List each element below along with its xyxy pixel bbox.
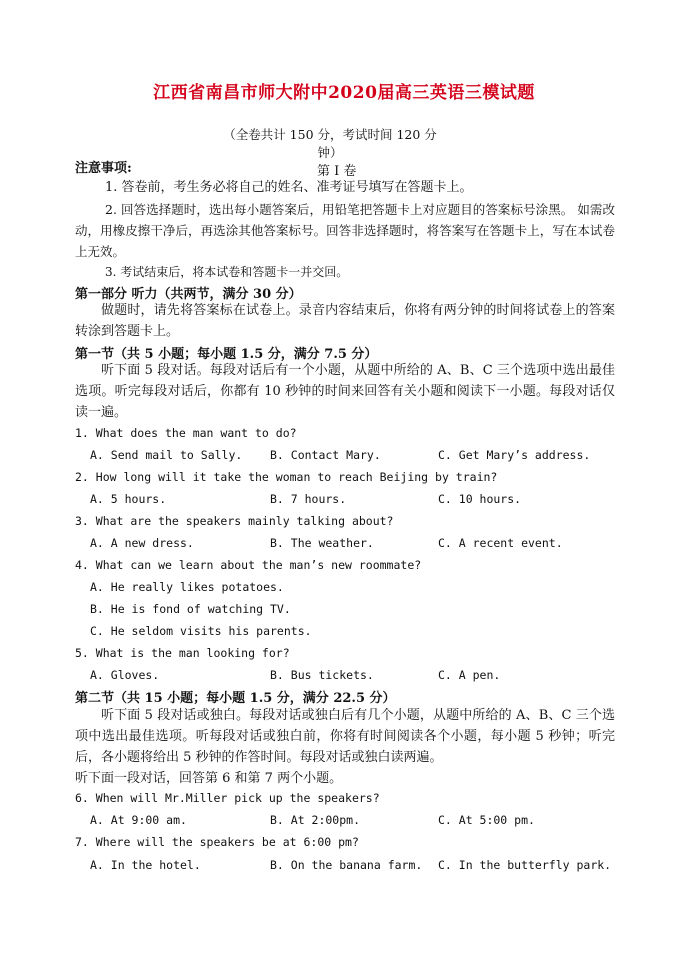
question-4: 4. What can we learn about the man’s new roommate? xyxy=(75,558,422,572)
q1-option-c: C. Get Mary’s address. xyxy=(438,448,591,462)
question-7: 7. Where will the speakers be at 6:00 pm? xyxy=(75,835,359,849)
q3-option-a: A. A new dress. xyxy=(90,536,194,550)
exam-info-line1: （全卷共计 150 分，考试时间 120 分 xyxy=(223,127,437,142)
q2-option-a: A. 5 hours. xyxy=(90,492,167,506)
notice-heading: 注意事项: xyxy=(75,161,132,176)
q6-option-b: B. At 2:00pm. xyxy=(270,813,361,827)
question-5: 5. What is the man looking for? xyxy=(75,646,290,660)
q3-option-b: B. The weather. xyxy=(270,536,374,550)
q7-option-b: B. On the banana farm. xyxy=(270,858,423,872)
q6-option-c: C. At 5:00 pm. xyxy=(438,813,535,827)
q5-option-c: C. A pen. xyxy=(438,668,501,682)
question-3: 3. What are the speakers mainly talking about? xyxy=(75,514,394,528)
q5-option-a: A. Gloves. xyxy=(90,668,160,682)
q6-option-a: A. At 9:00 am. xyxy=(90,813,187,827)
question-1: 1. What does the man want to do? xyxy=(75,426,297,440)
section2-instruction: 听下面一段对话，回答第 6 和第 7 两个小题。 xyxy=(75,771,343,786)
q7-option-c: C. In the butterfly park. xyxy=(438,858,612,872)
q4-option-b: B. He is fond of watching TV. xyxy=(90,602,291,616)
q2-option-c: C. 10 hours. xyxy=(438,492,522,506)
q4-option-c: C. He seldom visits his parents. xyxy=(90,624,312,638)
q1-option-a: A. Send mail to Sally. xyxy=(90,448,243,462)
section1-intro: 听下面 5 段对话。每段对话后有一个小题，从题中所给的 A、B、C 三个选项中选出最佳选项。听完每段对话后，你都有 10 秒钟的时间来回答有关小题和阅读下一小题。每段对话仅读一遍。 xyxy=(75,363,615,420)
q4-option-a: A. He really likes potatoes. xyxy=(90,580,284,594)
q7-option-a: A. In the hotel. xyxy=(90,858,201,872)
part1-intro: 做题时，请先将答案标在试卷上。录音内容结束后，你将有两分钟的时间将试卷上的答案转涂到答题卡上。 xyxy=(75,303,615,339)
section1-heading: 第一节（共 5 小题；每小题 1.5 分，满分 7.5 分） xyxy=(75,347,378,362)
note-1: 1. 答卷前，考生务必将自己的姓名、准考证号填写在答题卡上。 xyxy=(105,180,473,195)
volume-label: 第 I 卷 xyxy=(317,164,357,179)
part1-heading: 第一部分 听力（共两节，满分 30 分） xyxy=(75,287,302,302)
question-2: 2. How long will it take the woman to reach Beijing by train? xyxy=(75,470,498,484)
q1-option-b: B. Contact Mary. xyxy=(270,448,381,462)
q3-option-c: C. A recent event. xyxy=(438,536,563,550)
note-2: 2. 回答选择题时，选出每小题答案后，用铅笔把答题卡上对应题目的答案标号涂黑。 如需改动，用橡皮擦干净后，再选涂其他答案标号。回答非选择题时，将答案写在答题卡上，写在本试卷上无效。 xyxy=(75,202,615,259)
q5-option-b: B. Bus tickets. xyxy=(270,668,374,682)
note-3: 3. 考试结束后，将本试卷和答题卡一并交回。 xyxy=(105,265,349,279)
section2-intro: 听下面 5 段对话或独白。每段对话或独白后有几个小题，从题中所给的 A、B、C 三个选项中选出最佳选项。听每段对话或独白前，你将有时间阅读各个小题，每小题 5 秒钟；听完后，各小题将给出 5 秒钟的作答时间。每段对话或独白读两遍。 xyxy=(75,708,615,765)
exam-title: 江西省南昌市师大附中2020届高三英语三模试题 xyxy=(153,83,535,103)
q2-option-b: B. 7 hours. xyxy=(270,492,347,506)
exam-info-line2: 钟） xyxy=(317,145,343,160)
question-6: 6. When will Mr.Miller pick up the speakers? xyxy=(75,791,380,805)
section2-heading: 第二节（共 15 小题；每小题 1.5 分，满分 22.5 分） xyxy=(75,691,396,706)
